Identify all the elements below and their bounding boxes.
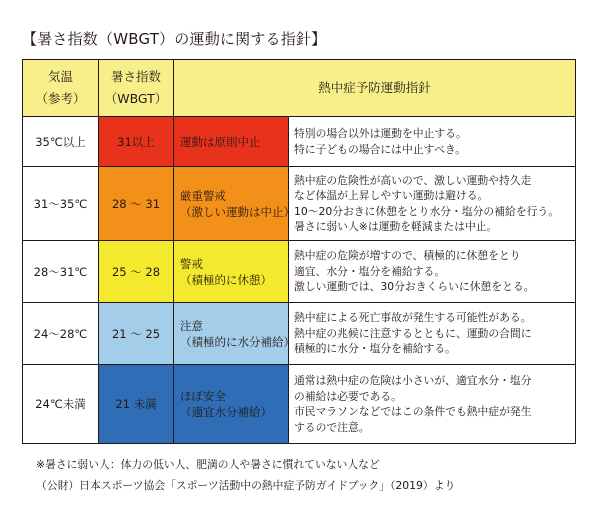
guideline-cell xyxy=(289,117,576,167)
guideline-line: など体温が上昇しやすい運動は避ける。 xyxy=(294,189,489,202)
wbgt-cell: 28 〜 31 xyxy=(99,167,174,241)
wbgt-cell: 21 〜 25 xyxy=(99,303,174,365)
header-guideline: 熱中症予防運動指針 xyxy=(174,60,576,117)
guideline-line: 熱中症の危険が増すので、積極的に休憩をとり xyxy=(294,249,521,263)
alert-level-sublabel: （激しい運動は中止） xyxy=(180,204,295,219)
guideline-line: 激しい運動では、30分おきくらいに休憩をとる。 xyxy=(294,280,535,294)
table-row xyxy=(23,241,576,303)
table-row xyxy=(23,167,576,241)
alert-level-label: 注意 xyxy=(180,318,203,333)
temperature-cell: 31〜35℃ xyxy=(23,167,99,241)
footnote-source: （公財）日本スポーツ協会「スポーツ活動中の熱中症予防ガイドブック」（2019）より xyxy=(36,479,456,492)
footnote-heat-sensitive: ※暑さに弱い人：体力の低い人、肥満の人や暑さに慣れていない人など xyxy=(36,458,380,471)
footnotes xyxy=(36,454,455,496)
guideline-line: 特別の場合以外は運動を中止する。 xyxy=(294,127,467,140)
table-row xyxy=(23,365,576,444)
guideline-cell xyxy=(289,167,576,241)
guideline-cell xyxy=(289,241,576,303)
guideline-line: 適宜、水分・塩分を補給する。 xyxy=(294,264,446,278)
wbgt-guideline-table xyxy=(22,59,576,444)
header-wbgt: 暑さ指数 （WBGT） xyxy=(99,60,174,117)
wbgt-cell: 25 〜 28 xyxy=(99,241,174,303)
wbgt-cell: 31以上 xyxy=(99,117,174,167)
alert-level-label: ほぼ安全 xyxy=(180,389,226,403)
guideline-cell xyxy=(289,303,576,365)
alert-level-cell xyxy=(174,167,295,241)
alert-level-label: 厳重警戒 xyxy=(180,188,226,203)
header-temperature: 気温 （参考） xyxy=(23,60,99,117)
guideline-line: 市民マラソンなどではこの条件でも熱中症が発生 xyxy=(294,405,532,418)
temperature-cell: 24℃未満 xyxy=(23,365,99,444)
alert-level-cell xyxy=(174,241,289,303)
alert-level-cell xyxy=(174,365,289,444)
guideline-line: 通常は熱中症の危険は小さいが、適宜水分・塩分 xyxy=(294,374,532,387)
wbgt-cell: 21 未満 xyxy=(99,365,174,444)
guideline-line: の補給は必要である。 xyxy=(294,389,402,403)
alert-level-sublabel: （積極的に休憩） xyxy=(180,272,272,287)
alert-level-cell xyxy=(174,117,289,167)
guideline-line: 10〜20分おきに休憩をとり水分・塩分の補給を行う。 xyxy=(294,204,560,218)
table-row xyxy=(23,117,576,167)
alert-level-label: 警戒 xyxy=(180,256,203,271)
table-header-row xyxy=(23,60,576,117)
alert-level-sublabel: （適宜水分補給） xyxy=(180,405,272,419)
guideline-cell xyxy=(289,365,576,444)
alert-level-label: 運動は原則中止 xyxy=(180,134,261,149)
temperature-cell: 35℃以上 xyxy=(23,117,99,167)
guideline-line: するので注意。 xyxy=(294,420,370,434)
page-title: 【暑さ指数（WBGT）の運動に関する指針】 xyxy=(22,30,327,48)
temperature-cell: 28〜31℃ xyxy=(23,241,99,303)
guideline-line: 暑さに弱い人※は運動を軽減または中止。 xyxy=(294,220,498,233)
guideline-line: 熱中症の兆候に注意するとともに、運動の合間に xyxy=(294,326,532,340)
alert-level-cell xyxy=(174,303,295,365)
guideline-line: 積極的に水分・塩分を補給する。 xyxy=(294,342,456,356)
temperature-cell: 24〜28℃ xyxy=(23,303,99,365)
alert-level-sublabel: （積極的に水分補給） xyxy=(180,334,295,349)
guideline-line: 熱中症の危険性が高いので、激しい運動や持久走 xyxy=(294,173,532,187)
table-row xyxy=(23,303,576,365)
guideline-line: 熱中症による死亡事故が発生する可能性がある。 xyxy=(294,311,532,325)
guideline-line: 特に子どもの場合には中止すべき。 xyxy=(294,142,467,156)
